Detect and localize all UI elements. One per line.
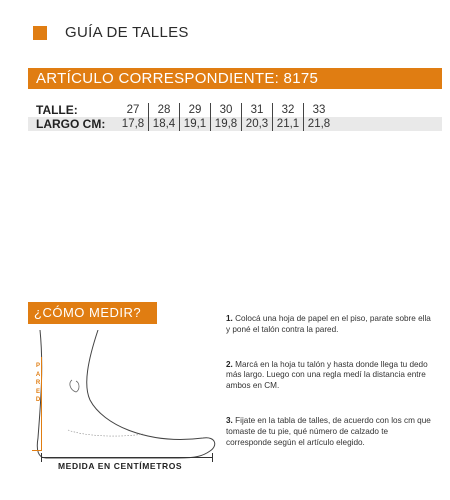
step-text: Colocá una hoja de papel en el piso, parate sobre ella y poné el talón contra la pared. (226, 314, 431, 334)
size-cell: 28 (149, 103, 180, 117)
step-text: Fijate en la tabla de talles, de acuerdo con los cm que tomaste de tu pie, qué número de calzado te corresponde según el artículo elegido. (226, 415, 431, 447)
foot-outline (37, 330, 214, 458)
size-cell: 31 (242, 103, 273, 117)
wall-letter: R (35, 380, 41, 386)
measure-label: MEDIDA EN CENTÍMETROS (58, 461, 183, 471)
size-row (28, 103, 442, 117)
length-row (28, 117, 442, 131)
length-cell: 19,8 (211, 117, 242, 131)
length-cell: 21,8 (304, 117, 335, 131)
step-text: Marcá en la hoja tu talón y hasta donde llega tu dedo más largo. Luego con una regla medí la distancia entre ambos en CM. (226, 359, 428, 391)
measure-line (41, 457, 213, 458)
length-row-label: LARGO CM: (28, 117, 118, 131)
size-cell: 27 (126, 104, 140, 116)
page-title: GUÍA DE TALLES (65, 24, 189, 41)
size-cell: 32 (273, 103, 304, 117)
length-cell: 21,1 (273, 117, 304, 131)
wall-letter: D (35, 397, 41, 403)
table-filler (334, 103, 442, 117)
step-item (226, 360, 431, 392)
article-bar: ARTÍCULO CORRESPONDIENTE: 8175 (28, 68, 442, 89)
step-item (226, 314, 431, 336)
steps-list (226, 314, 431, 472)
how-to-title: ¿CÓMO MEDIR? (28, 302, 157, 324)
length-cell: 17,8 (118, 117, 149, 131)
wall-letter: A (35, 371, 41, 378)
step-number: 3. (226, 415, 233, 425)
ankle-bone-icon (70, 380, 79, 392)
size-table (28, 103, 442, 131)
size-cell: 30 (211, 103, 242, 117)
measure-tick-right (212, 453, 213, 462)
size-cell: 29 (180, 103, 211, 117)
step-number: 2. (226, 359, 233, 369)
size-cell: 33 (304, 103, 335, 117)
table-filler (334, 117, 442, 131)
length-cell: 19,1 (180, 117, 211, 131)
step-item (226, 416, 431, 448)
step-number: 1. (226, 314, 233, 323)
size-row-label: TALLE: (36, 103, 78, 117)
length-cell: 18,4 (149, 117, 180, 131)
wall-label (34, 362, 42, 405)
wall-letter: E (35, 388, 40, 395)
length-cell: 20,3 (242, 117, 273, 131)
page-header (33, 24, 189, 41)
accent-square-icon (33, 26, 47, 40)
wall-letter: P (35, 363, 40, 369)
